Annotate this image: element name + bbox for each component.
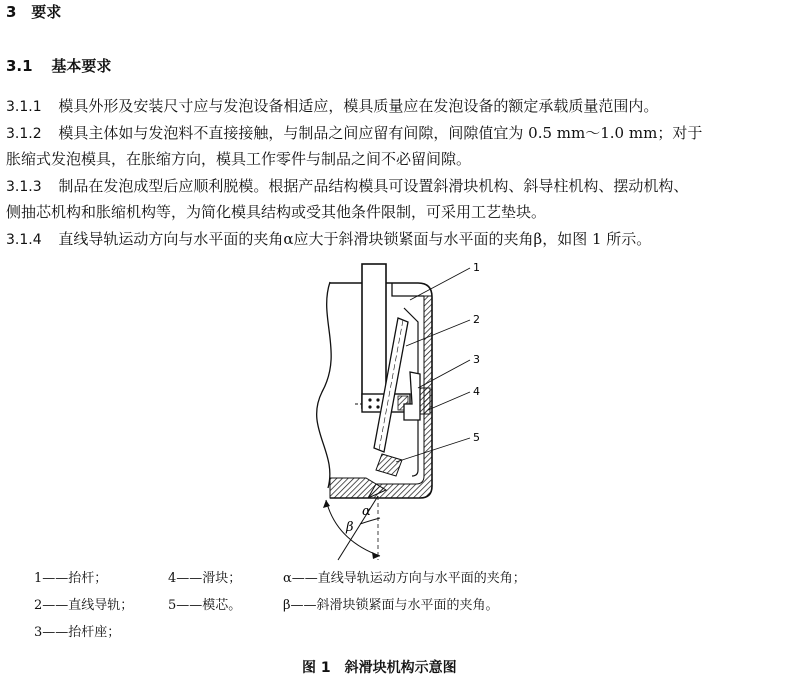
angle-alpha-label: α [362,504,371,519]
section-number: 3 [6,3,17,21]
legend-item: 5——模芯。 [168,598,242,613]
legend-item: β——斜滑块锁紧面与水平面的夹角。 [283,598,499,613]
legend-item: 4——滑块； [168,571,242,586]
subsection-number: 3.1 [6,57,33,75]
callout-5: 5 [473,431,480,444]
clause-number: 3.1.3 [6,179,42,195]
clause-text: 胀缩式发泡模具，在胀缩方向，模具工作零件与制品之间不必留间隙。 [6,150,472,168]
callout-3: 3 [473,353,480,366]
callout-2: 2 [473,313,480,326]
clause-text: 制品在发泡成型后应顺利脱模。根据产品结构模具可设置斜滑块机构、斜导柱机构、摆动机构、 [58,177,689,195]
clause-text: 模具主体如与发泡料不直接接触，与制品之间应留有间隙，间隙值宜为 0.5 mm～1.0 mm；对于 [58,124,703,142]
clause-number: 3.1.4 [6,232,42,248]
break-line [317,282,332,488]
subsection-title: 基本要求 [51,57,112,75]
legend-item: 3——抬杆座； [34,625,121,640]
clause-number: 3.1.2 [6,126,42,142]
legend-item: 1——抬杆； [34,571,108,586]
lift-rod [362,264,386,408]
callout-4: 4 [473,385,480,398]
mold-top-lip [392,283,424,296]
figure-caption: 图 1 斜滑块机构示意图 [302,660,457,676]
angle-beta-label: β [346,520,354,535]
legend-item: α——直线导轨运动方向与水平面的夹角； [283,571,526,586]
callout-1: 1 [473,261,480,274]
mold-insert [376,454,402,476]
clause-text: 直线导轨运动方向与水平面的夹角α应大于斜滑块锁紧面与水平面的夹角β，如图 1 所示。 [58,230,652,248]
legend-item: 2——直线导轨； [34,598,134,613]
section-title: 要求 [31,3,62,21]
clause-text: 模具外形及安装尺寸应与发泡设备相适应，模具质量应在发泡设备的额定承载质量范围内。 [58,97,659,115]
clause-text: 侧抽芯机构和胀缩机构等，为简化模具结构或受其他条件限制，可采用工艺垫块。 [6,203,547,221]
clause-number: 3.1.1 [6,99,42,115]
